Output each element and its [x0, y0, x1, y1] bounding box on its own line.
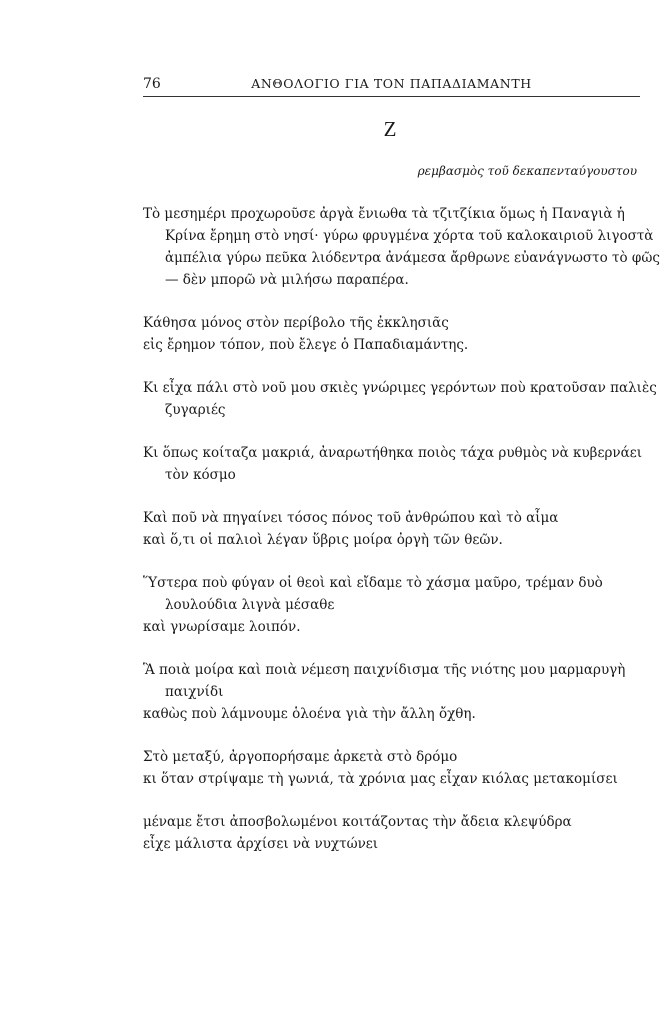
poem-line: κι ὅταν στρίψαμε τὴ γωνιά, τὰ χρόνια μας εἶχαν κιόλας μετακομίσει: [143, 771, 618, 787]
poem-line: Κάθησα μόνος στὸν περίβολο τῆς ἐκκλησιᾶς: [143, 315, 449, 331]
page-number: 76: [143, 76, 161, 92]
stanza: [143, 811, 643, 855]
poem-line: λουλούδια λιγνὰ μέσαθε: [165, 597, 335, 613]
poem-line: Κρίνα ἔρημη στὸ νησί· γύρω φρυγμένα χόρτα τοῦ καλοκαιριοῦ λιγοστὰ: [165, 228, 654, 244]
poem-body: [143, 203, 660, 876]
poem-line: Ἃ ποιὰ μοίρα καὶ ποιὰ νέμεση παιχνίδισμα τῆς νιότης μου μαρμαρυγὴ: [143, 662, 626, 678]
poem-line: καὶ ὅ,τι οἱ παλιοὶ λέγαν ὕβρις μοίρα ὀργὴ τῶν θεῶν.: [143, 532, 503, 548]
poem-line: Καὶ ποῦ νὰ πηγαίνει τόσος πόνος τοῦ ἀνθρώπου καὶ τὸ αἷμα: [143, 510, 559, 526]
poem-line: παιχνίδι: [165, 684, 224, 700]
running-title: ΑΝΘΟΛΟΓΙΟ ΓΙΑ ΤΟΝ ΠΑΠΑΔΙΑΜΑΝΤΗ: [251, 76, 532, 91]
poem-line: Ὕστερα ποὺ φύγαν οἱ θεοὶ καὶ εἴδαμε τὸ χάσμα μαῦρο, τρέμαν δυὸ: [143, 575, 603, 591]
stanza: [143, 659, 643, 725]
poem-line: Κι εἶχα πάλι στὸ νοῦ μου σκιὲς γνώριμες γερόντων ποὺ κρατοῦσαν παλιὲς: [143, 380, 657, 396]
poem-line: Κι ὅπως κοίταζα μακριά, ἀναρωτήθηκα ποιὸς τάχα ρυθμὸς νὰ κυβερνάει: [143, 445, 643, 461]
stanza: [143, 442, 643, 486]
poem-line: εἶχε μάλιστα ἀρχίσει νὰ νυχτώνει: [143, 836, 379, 852]
epigraph: ρεμβασμὸς τοῦ δεκαπενταύγουστου: [417, 164, 637, 178]
poem-line: τὸν κόσμο: [165, 467, 236, 483]
page-header: [143, 76, 640, 97]
stanza: [143, 203, 660, 291]
poem-line: καὶ γνωρίσαμε λοιπόν.: [143, 619, 301, 635]
stanza: [143, 507, 643, 551]
stanza: [143, 746, 643, 790]
poem-line: — δὲν μπορῶ νὰ μιλήσω παραπέρα.: [165, 272, 409, 288]
poem-line: Τὸ μεσημέρι προχωροῦσε ἀργὰ ἔνιωθα τὰ τζιτζίκια ὅμως ἡ Παναγιὰ ἡ: [143, 206, 625, 222]
section-letter: Ζ: [383, 117, 397, 141]
poem-line: Στὸ μεταξύ, ἀργοπορήσαμε ἀρκετὰ στὸ δρόμο: [143, 749, 458, 765]
poem-line: ζυγαριές: [165, 402, 226, 418]
stanza: [143, 312, 643, 356]
poem-line: καθὼς ποὺ λάμνουμε ὁλοένα γιὰ τὴν ἄλλη ὄχθη.: [143, 706, 476, 722]
stanza: [143, 377, 657, 421]
poem-line: ἀμπέλια γύρω πεῦκα λιόδεντρα ἀνάμεσα ἄρθρωνε εὐανάγνωστο τὸ φῶς: [165, 250, 660, 266]
stanza: [143, 572, 643, 638]
poem-line: εἰς ἔρημον τόπον, ποὺ ἔλεγε ὁ Παπαδιαμάντης.: [143, 337, 469, 353]
poem-line: μέναμε ἔτσι ἀποσβολωμένοι κοιτάζοντας τὴν ἄδεια κλεψύδρα: [143, 814, 572, 830]
